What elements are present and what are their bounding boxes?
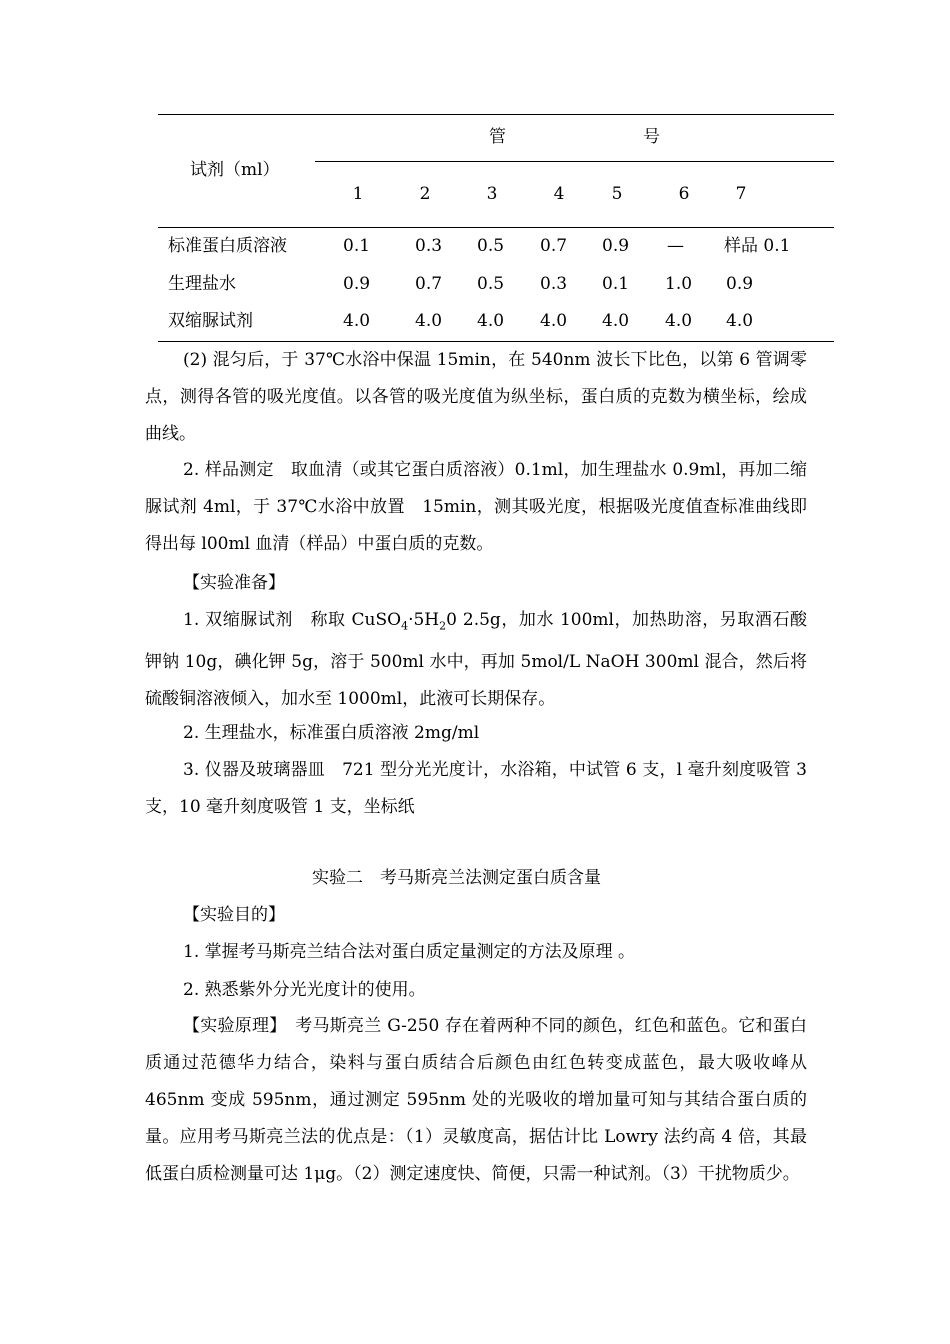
table-cell: 4.0 <box>415 311 443 331</box>
table-top-rule <box>158 114 834 115</box>
paragraph-instruments: 3. 仪器及玻璃器皿 721 型分光光度计，水浴箱，中试管 6 支，l 毫升刻度吸管 3 支，10 毫升刻度吸管 1 支，坐标纸 <box>145 760 807 817</box>
table-cell: 0.1 <box>343 236 371 256</box>
paragraph-biuret-reagent <box>145 602 807 718</box>
tube-number: 5 <box>611 184 623 204</box>
experiment-2-title: 实验二 考马斯亮兰法测定蛋白质含量 <box>312 868 601 888</box>
row-label: 双缩脲试剂 <box>168 311 253 331</box>
text-fragment: 1. 双缩脲试剂 称取 CuSO <box>183 610 402 630</box>
table-cell: 0.9 <box>726 274 754 294</box>
section-heading-aim: 【实验目的】 <box>183 905 285 925</box>
tube-number: 7 <box>735 184 747 204</box>
text-fragment: 0 2.5g，加水 100ml，加热助溶，另取酒石酸钾钠 10g，碘化钾 5g，溶于 500ml 水中，再加 5mol/L NaOH 300ml 混合，然后将硫酸铜溶液倾入，加水至 1000ml，此液可长期保存。 <box>145 610 807 710</box>
tube-number: 1 <box>352 184 364 204</box>
subscript: 2 <box>439 619 447 633</box>
table-cell: 0.3 <box>540 274 568 294</box>
tube-number: 3 <box>486 184 498 204</box>
table-cell: 4.0 <box>602 311 630 331</box>
section-heading-preparation: 【实验准备】 <box>183 573 285 593</box>
table-cell: 样品 0.1 <box>724 236 791 256</box>
paragraph-saline: 2. 生理盐水，标准蛋白质溶液 2mg/ml <box>183 723 480 743</box>
tube-number: 4 <box>553 184 565 204</box>
table-cell: 0.5 <box>477 236 505 256</box>
table-cell: 4.0 <box>477 311 505 331</box>
aim-item-1: 1. 掌握考马斯亮兰结合法对蛋白质定量测定的方法及原理 。 <box>183 942 636 962</box>
table-group-rule <box>315 161 834 162</box>
table-cell: 0.7 <box>415 274 443 294</box>
row-label: 生理盐水 <box>168 274 236 294</box>
table-cell: 0.5 <box>477 274 505 294</box>
paragraph-principle: 【实验原理】 考马斯亮兰 G-250 存在着两种不同的颜色，红色和蓝色。它和蛋白质通过范德华力结合，染料与蛋白质结合后颜色由红色转变成蓝色，最大吸收峰从 465nm 变成 595nm，通过测定 595nm 处的光吸收的增加量可知与其结合蛋白质的量。应用考马斯亮兰法的优点是：（1）灵敏度高，据估计比 Lowry 法约高 4 倍，其最低蛋白质检测量可达 1μg。（2）测定速度快、简便，只需一种试剂。（3）干扰物质少。 <box>145 1016 807 1184</box>
text-fragment: ·5H <box>408 610 440 630</box>
reagent-table <box>158 114 834 344</box>
table-cell: 4.0 <box>726 311 754 331</box>
table-cell: 0.9 <box>602 236 630 256</box>
table-cell: 0.9 <box>343 274 371 294</box>
tube-number: 6 <box>678 184 690 204</box>
header-group-label-a: 管 <box>489 127 506 147</box>
table-cell: 0.7 <box>540 236 568 256</box>
table-cell: 1.0 <box>665 274 693 294</box>
table-cell: — <box>667 236 684 256</box>
row-label-header: 试剂（ml） <box>190 160 280 180</box>
table-cell: 4.0 <box>343 311 371 331</box>
table-cell: 4.0 <box>540 311 568 331</box>
table-cell: 4.0 <box>665 311 693 331</box>
table-cell: 0.3 <box>415 236 443 256</box>
paragraph-step-2: (2) 混匀后，于 37℃水浴中保温 15min，在 540nm 波长下比色，以第 6 管调零点，测得各管的吸光度值。以各管的吸光度值为纵坐标，蛋白质的克数为横坐标，绘成曲线。 <box>145 350 807 444</box>
paragraph-sample-measure: 2. 样品测定 取血清（或其它蛋白质溶液）0.1ml，加生理盐水 0.9ml，再加二缩脲试剂 4ml，于 37℃水浴中放置 15min，测其吸光度，根据吸光度值查标准曲线即得出每 l00ml 血清（样品）中蛋白质的克数。 <box>145 460 807 554</box>
tube-number: 2 <box>419 184 431 204</box>
table-header-rule <box>158 227 834 228</box>
aim-item-2: 2. 熟悉紫外分光光度计的使用。 <box>183 980 426 1000</box>
row-label: 标准蛋白质溶液 <box>168 236 287 256</box>
subscript: 4 <box>401 619 409 633</box>
header-group-label-b: 号 <box>643 127 660 147</box>
table-cell: 0.1 <box>602 274 630 294</box>
